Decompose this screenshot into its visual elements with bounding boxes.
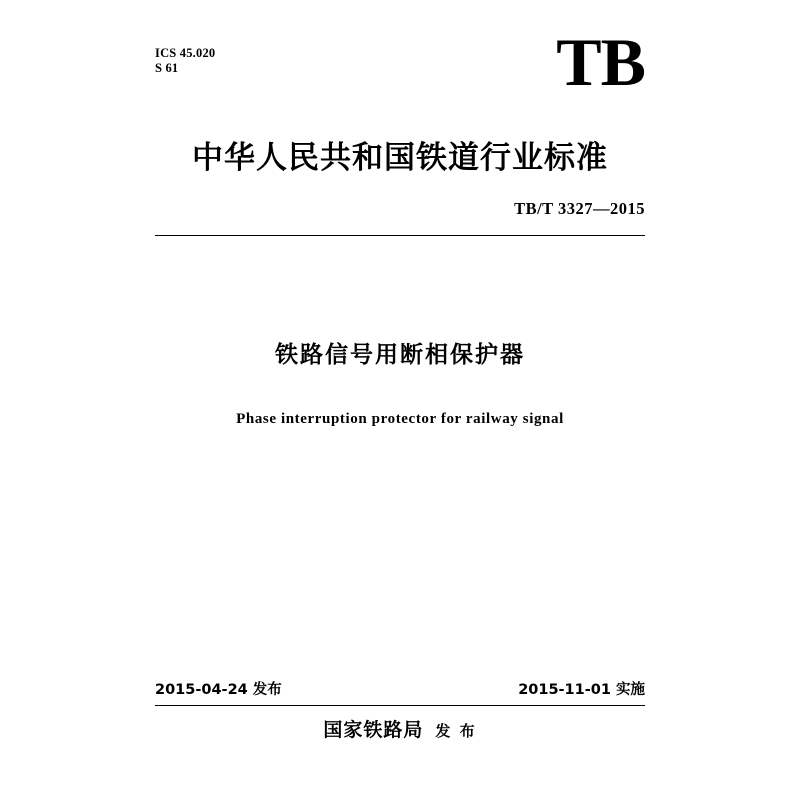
page-title: 中华人民共和国铁道行业标准 [192, 140, 608, 176]
footer-dates [155, 678, 645, 699]
document-title-chinese: 铁路信号用断相保护器 [275, 342, 525, 368]
header-divider [155, 235, 645, 236]
cover-header [155, 24, 645, 140]
standard-number: TB/T 3327—2015 [514, 199, 645, 218]
issue-date: 2015-04-24 发布 [155, 682, 282, 698]
cover-content [155, 24, 645, 428]
issuing-authority [155, 715, 645, 742]
issue-word: 发 布 [435, 722, 477, 740]
effective-date: 2015-11-01 实施 [518, 682, 645, 698]
issuing-authority-name: 国家铁路局 [323, 719, 424, 741]
ics-classification [155, 46, 215, 76]
ccs-code: S 61 [155, 61, 179, 75]
document-title-english: Phase interruption protector for railway signal [236, 411, 564, 427]
cover-footer [155, 678, 645, 742]
tb-logo: TB [556, 24, 645, 100]
ics-code: ICS 45.020 [155, 46, 216, 60]
footer-divider [155, 705, 645, 706]
